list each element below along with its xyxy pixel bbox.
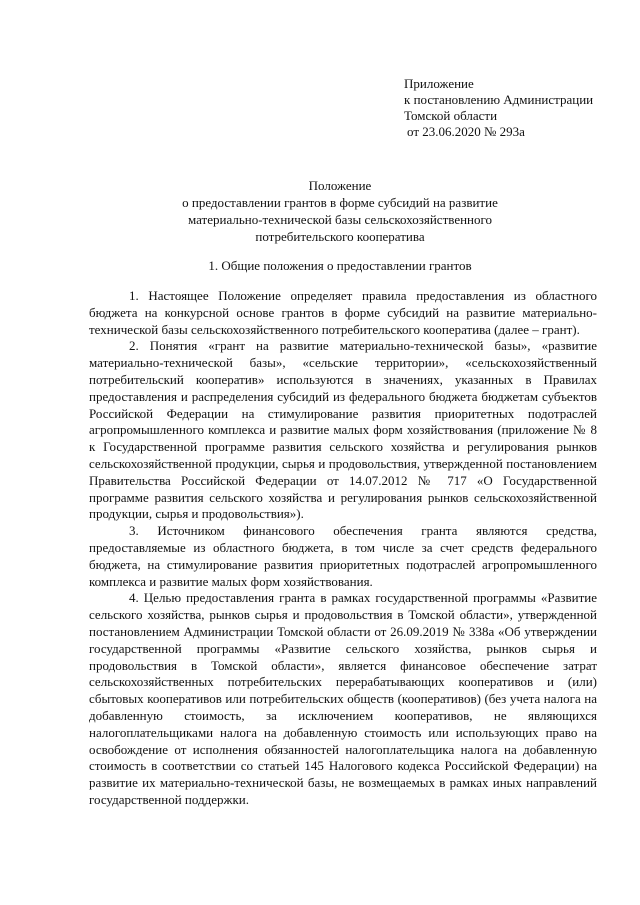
appendix-line-3: Томской области [404,108,498,123]
paragraph-2: 2. Понятия «грант на развитие материально-технической базы», «развитие материально-технической базы», «сельские территории», «сельскохозяйственный потребительский кооператив» используются в значениях, указанных в Правилах предоставления и распределения субсидий из федерального бюджета бюджетам субъектов Российской Федерации на стимулирование развития приоритетных подотраслей агропромышленного комплекса и развитие малых форм хозяйствования (приложение № 8 к Государственной программе развития сельского хозяйства и регулирования рынков сельскохозяйственной продукции, сырья и продовольствия, утвержденной постановлением Правительства Российской Федерации от 14.07.2012 № 717 «О Государственной программе развития сельского хозяйства и регулирования рынков сельскохозяйственной продукции, сырья и продовольствия»). [89,338,597,522]
paragraph-4: 4. Целью предоставления гранта в рамках государственной программы «Развитие сельского хозяйства, рынков сырья и продовольствия в Томской области», утвержденной постановлением Администрации Томской области от 26.09.2019 № 338а «Об утверждении государственной программы «Развитие сельского хозяйства, рынков сырья и продовольствия в Томской области», является финансовое обеспечение затрат сельскохозяйственных потребительских перерабатывающих кооперативов и (или) сбытовых кооперативов или потребительских обществ (кооперативов) (без учета налога на добавленную стоимость, за исключением кооперативов, не являющихся налогоплательщиками налога на добавленную стоимость или использующих право на освобождение от исполнения обязанностей налогоплательщика налога на добавленную стоимость в соответствии со статьей 145 Налогового кодекса Российской Федерации) на развитие их материально-технической базы, не возмещаемых в рамках иных направлений государственной поддержки. [89,590,597,807]
paragraph-1: 1. Настоящее Положение определяет правила предоставления из областного бюджета на конкурсной основе грантов в форме субсидий на развитие материально-технической базы сельскохозяйственного потребительского кооператива (далее – грант). [89,288,597,337]
title-line-1: о предоставлении грантов в форме субсидий на развитие [182,195,498,210]
title-line-2: материально-технической базы сельскохозяйственного [187,212,493,227]
appendix-block [404,76,629,140]
appendix-line-1: Приложение [404,76,474,91]
title-line-3: потребительского кооператива [255,229,425,244]
appendix-line-2: к постановлению Администрации [404,92,594,107]
appendix-date: от 23.06.2020 № 293а [407,124,525,139]
section-heading: 1. Общие положения о предоставлении грантов [208,258,472,273]
document-body [89,288,597,809]
title-heading: Положение [308,178,372,193]
paragraph-3: 3. Источником финансового обеспечения гранта являются средства, предоставляемые из областного бюджета, в том числе за счет средств федерального бюджета, на стимулирование развития приоритетных подотраслей агропромышленного комплекса и развитие малых форм хозяйствования. [89,523,597,589]
document-title [90,177,590,245]
